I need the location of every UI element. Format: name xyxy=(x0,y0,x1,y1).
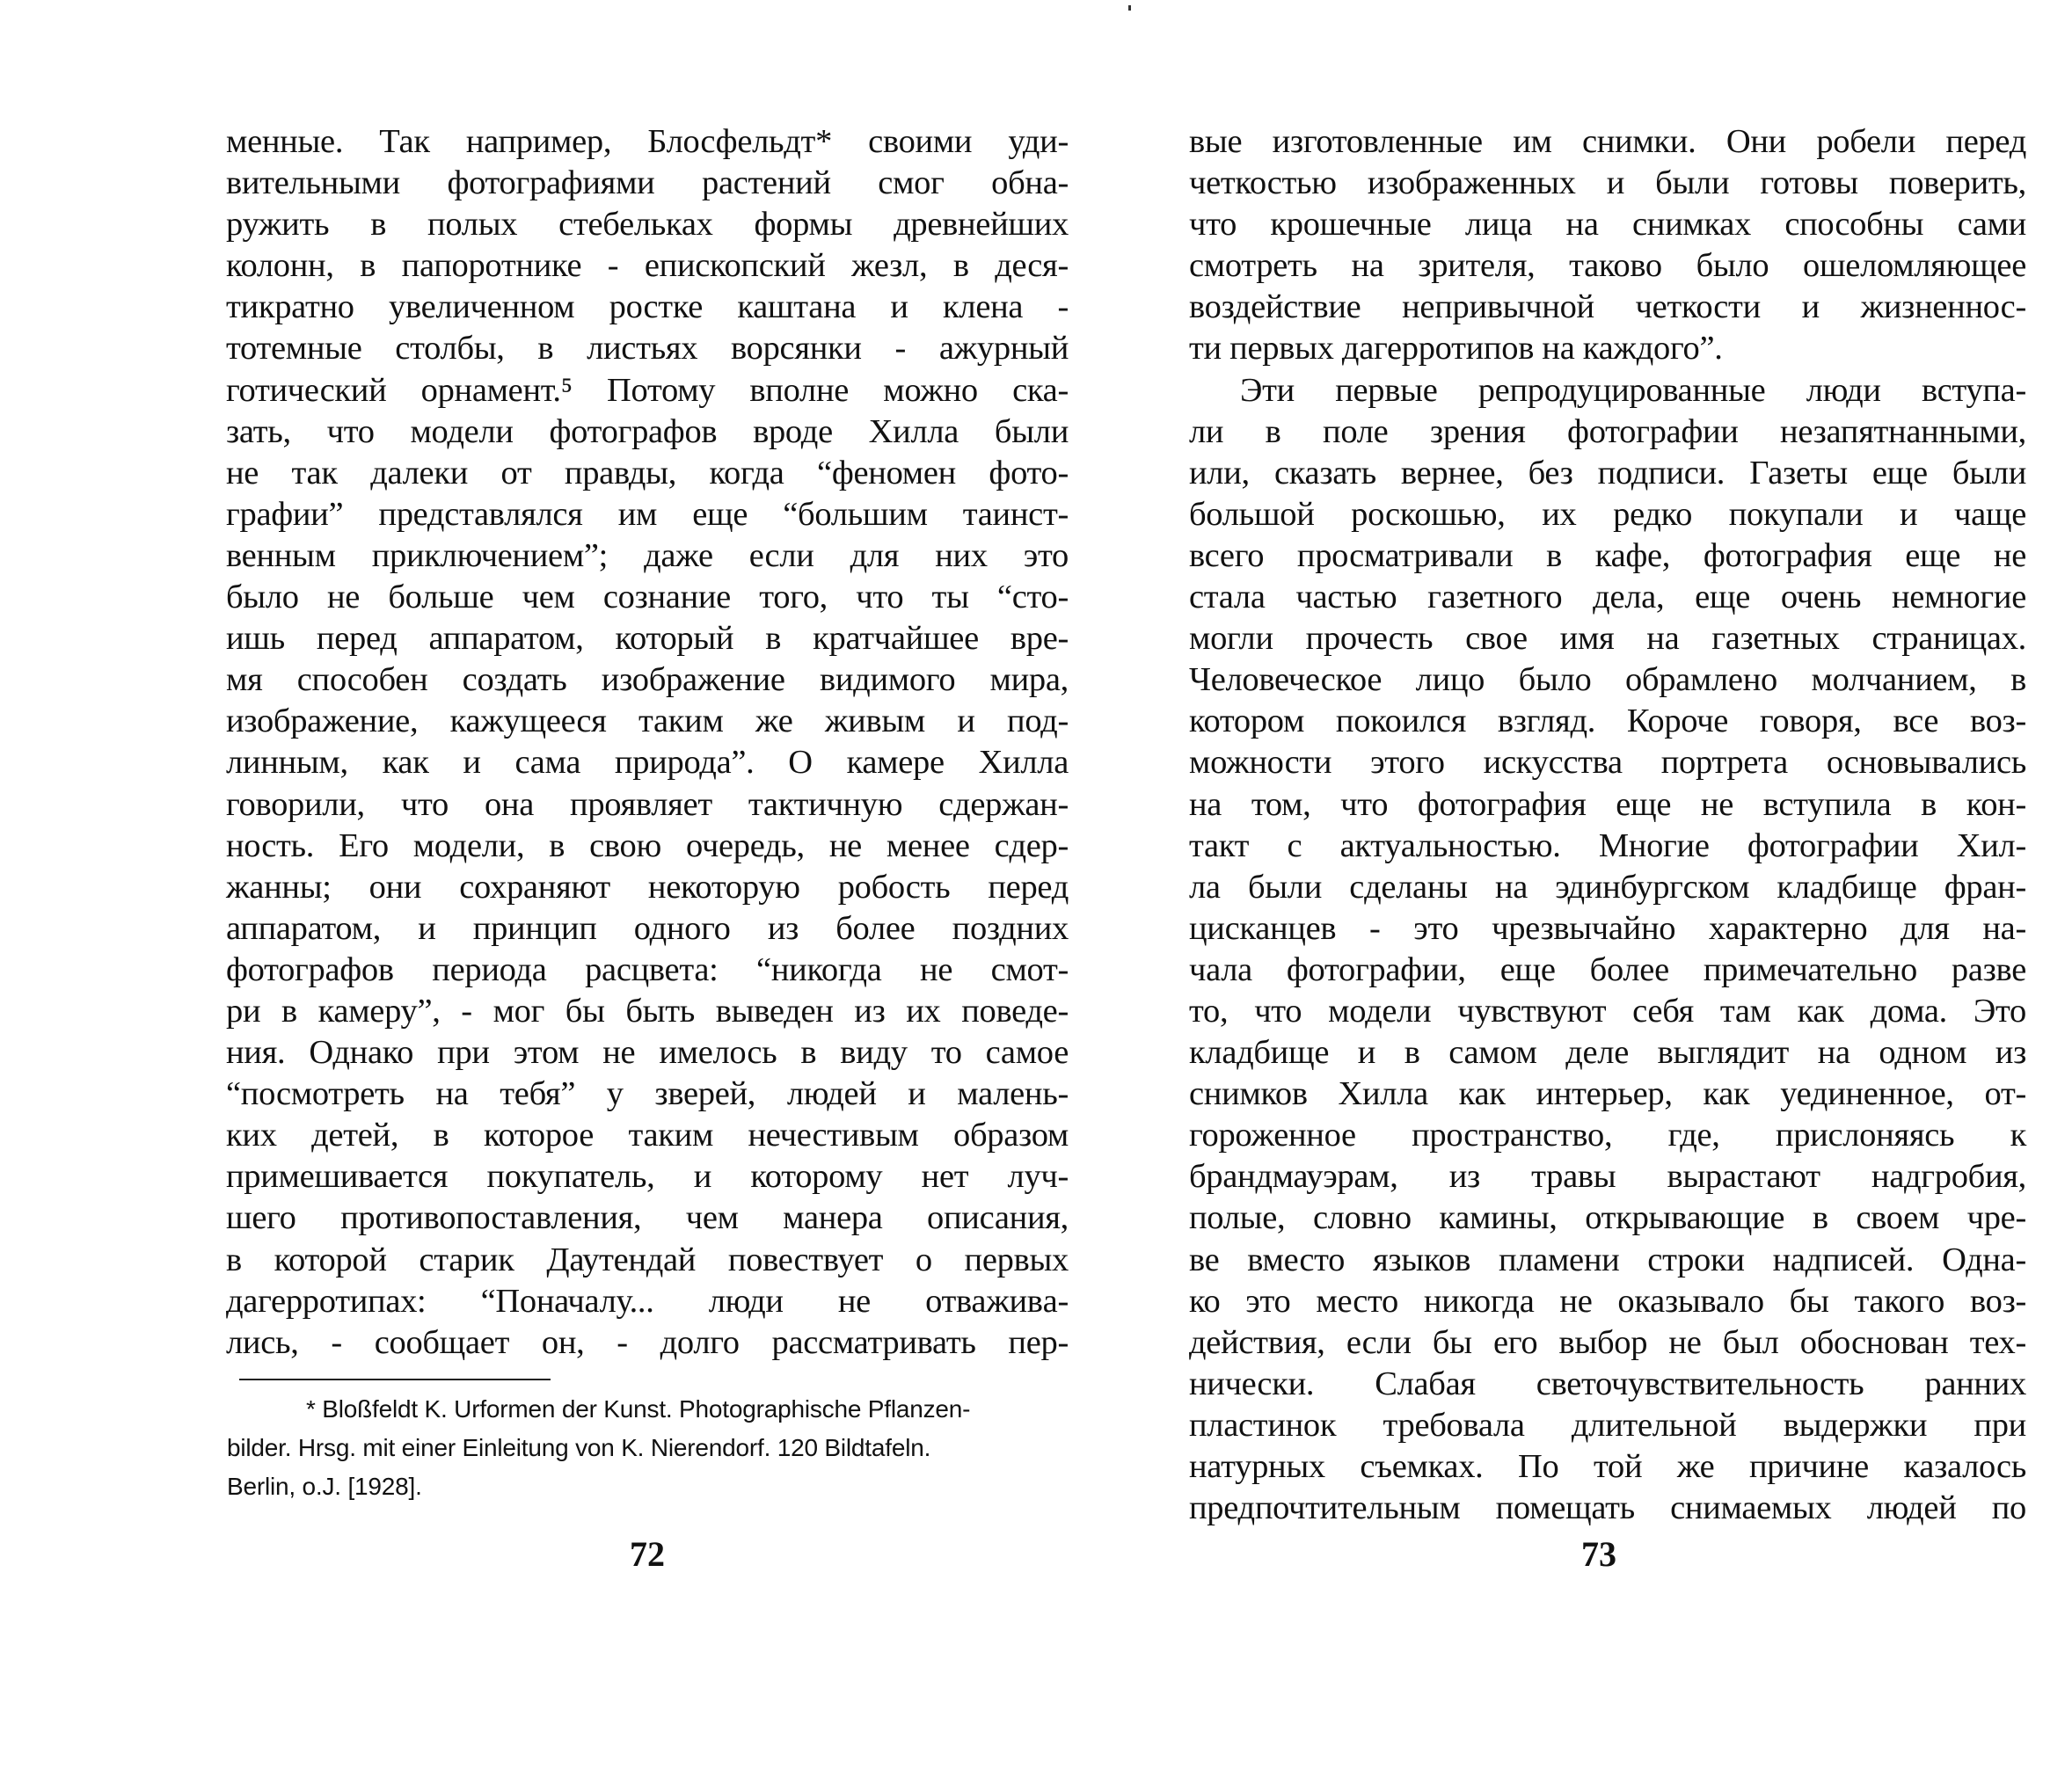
text-line: фотографов периода расцвета: “никогда не смот- xyxy=(226,950,1069,988)
text-line: в которой старик Даутендай повествует о первых xyxy=(226,1241,1069,1278)
text-line: графии” представлялся им еще “большим таинст- xyxy=(226,495,1069,533)
text-line: кладбище и в самом деле выглядит на одном из xyxy=(1189,1034,2026,1072)
text-line: на том, что фотография еще не вступила в кон- xyxy=(1189,785,2026,823)
text-line: тотемные столбы, в листьях ворсянки - ажурный xyxy=(226,330,1069,368)
text-line: изображение, кажущееся таким же живым и под- xyxy=(226,703,1069,740)
text-line: аппаратом, и принцип одного из более поздних xyxy=(226,909,1069,947)
text-line: котором покоился взгляд. Короче говоря, все воз- xyxy=(1189,703,2026,740)
text-line: снимков Хилла как интерьер, как уединенное, от- xyxy=(1189,1075,2026,1113)
text-line: гороженное пространство, где, прислоняясь к xyxy=(1189,1117,2026,1154)
text-line: зать, что модели фотографов вроде Хилла были xyxy=(226,412,1069,450)
text-line: было не больше чем сознание того, что ты “сто- xyxy=(226,579,1069,616)
text-line: цисканцев - это чрезвычайно характерно для на- xyxy=(1189,909,2026,947)
text-line: стала частью газетного дела, еще очень немногие xyxy=(1189,579,2026,616)
text-line: Эти первые репродуцированные люди вступа- xyxy=(1240,371,2026,409)
text-line: или, сказать вернее, без подписи. Газеты еще были xyxy=(1189,454,2026,491)
text-line: натурных съемках. По той же причине казалось xyxy=(1189,1448,2026,1485)
text-line: говорили, что она проявляет тактичную сдержан- xyxy=(226,785,1069,823)
page-number-right: 73 xyxy=(1581,1534,1616,1574)
text-line: воздействие непривычной четкости и жизненнос- xyxy=(1189,288,2026,326)
text-line: венным приключением”; даже если для них это xyxy=(226,536,1069,574)
text-line: дагерротипах: “Поначалу... люди не отваживa- xyxy=(226,1282,1069,1320)
text-line: вительными фотографиями растений смог обна- xyxy=(226,164,1069,202)
text-line: “посмотреть на тебя” у зверей, людей и малень- xyxy=(226,1075,1069,1113)
text-line: ли в поле зрения фотографии незапятнанными, xyxy=(1189,412,2026,450)
text-line: тикратно увеличенном ростке каштана и клена - xyxy=(226,288,1069,326)
text-line: пластинок требовала длительной выдержки при xyxy=(1189,1406,2026,1444)
text-line: четкостью изображенных и были готовы поверить, xyxy=(1189,164,2026,202)
text-line: ве вместо языков пламени строки надписей. Одна- xyxy=(1189,1241,2026,1278)
text-line: что крошечные лица на снимках способны сами xyxy=(1189,206,2026,244)
text-line: ния. Однако при этом не имелось в виду то самое xyxy=(226,1034,1069,1072)
footnote xyxy=(227,1390,1073,1506)
text-line: ишь перед аппаратом, который в кратчайшее вре- xyxy=(226,620,1069,658)
text-line: действия, если бы его выбор не был обоснован тех- xyxy=(1189,1323,2026,1361)
text-line: ружить в полых стебельках формы древнейших xyxy=(226,206,1069,244)
text-line: лись, - сообщает он, - долго рассматривать пер- xyxy=(226,1323,1069,1361)
text-line: нически. Слабая светочувствительность ранних xyxy=(1189,1365,2026,1402)
text-line: чала фотографии, еще более примечательно разве xyxy=(1189,950,2026,988)
footnote-divider xyxy=(239,1379,551,1380)
text-line: можности этого искусства портрета основывались xyxy=(1189,744,2026,782)
text-line: примешивается покупатель, и которому нет луч- xyxy=(226,1158,1069,1196)
text-line: Человеческое лицо было обрамлено молчанием, в xyxy=(1189,661,2026,699)
text-line: готический орнамент.⁵ Потому вполне можно ска- xyxy=(226,371,1069,409)
right-page-text xyxy=(1189,121,2026,1529)
text-line: вые изготовленные им снимки. Они робели перед xyxy=(1189,123,2026,160)
text-line: колонн, в папоротнике - епископский жезл, в деся- xyxy=(226,247,1069,285)
text-line: всего просматривали в кафе, фотография еще не xyxy=(1189,536,2026,574)
text-line: ность. Его модели, в свою очередь, не менее сдер- xyxy=(226,826,1069,864)
footnote-line: * Bloßfeldt K. Urformen der Kunst. Photographische Pflanzen- xyxy=(306,1395,971,1423)
left-page-text xyxy=(226,121,1069,1364)
text-line: большой роскошью, их редко покупали и чаще xyxy=(1189,495,2026,533)
text-line: жанны; они сохраняют некоторую робость перед xyxy=(226,868,1069,906)
footnote-line: bilder. Hrsg. mit einer Einleitung von K. Nierendorf. 120 Bildtafeln. xyxy=(227,1434,931,1461)
text-line: ри в камеру”, - мог бы быть выведен из их поведе- xyxy=(226,992,1069,1030)
text-line: ти первых дагерротипов на каждого”. xyxy=(1189,330,1723,368)
text-line: смотреть на зрителя, таково было ошеломляющее xyxy=(1189,247,2026,285)
page-number-left: 72 xyxy=(630,1534,665,1574)
text-line: менные. Так например, Блосфельдт* своими уди- xyxy=(226,123,1069,160)
text-line: брандмауэрам, из травы вырастают надгробия, xyxy=(1189,1158,2026,1196)
text-line: такт с актуальностью. Многие фотографии Хил- xyxy=(1189,826,2026,864)
text-line: предпочтительным помещать снимаемых людей по xyxy=(1189,1489,2026,1527)
text-line: ко это место никогда не оказывало бы такого воз- xyxy=(1189,1282,2026,1320)
text-line: ла были сделаны на эдинбургском кладбище фран- xyxy=(1189,868,2026,906)
text-line: не так далеки от правды, когда “феномен фото- xyxy=(226,454,1069,491)
footnote-line: Berlin, o.J. [1928]. xyxy=(227,1473,422,1500)
text-line: мя способен создать изображение видимого мира, xyxy=(226,661,1069,699)
text-line: линным, как и сама природа”. О камере Хилла xyxy=(226,744,1069,782)
text-line: шего противопоставления, чем манера описания, xyxy=(226,1199,1069,1237)
text-line: то, что модели чувствуют себя там как дома. Это xyxy=(1189,992,2026,1030)
text-line: полые, словно камины, открывающие в своем чре- xyxy=(1189,1199,2026,1237)
text-line: ких детей, в которое таким нечестивым образом xyxy=(226,1117,1069,1154)
text-line: могли прочесть свое имя на газетных страницах. xyxy=(1189,620,2026,658)
